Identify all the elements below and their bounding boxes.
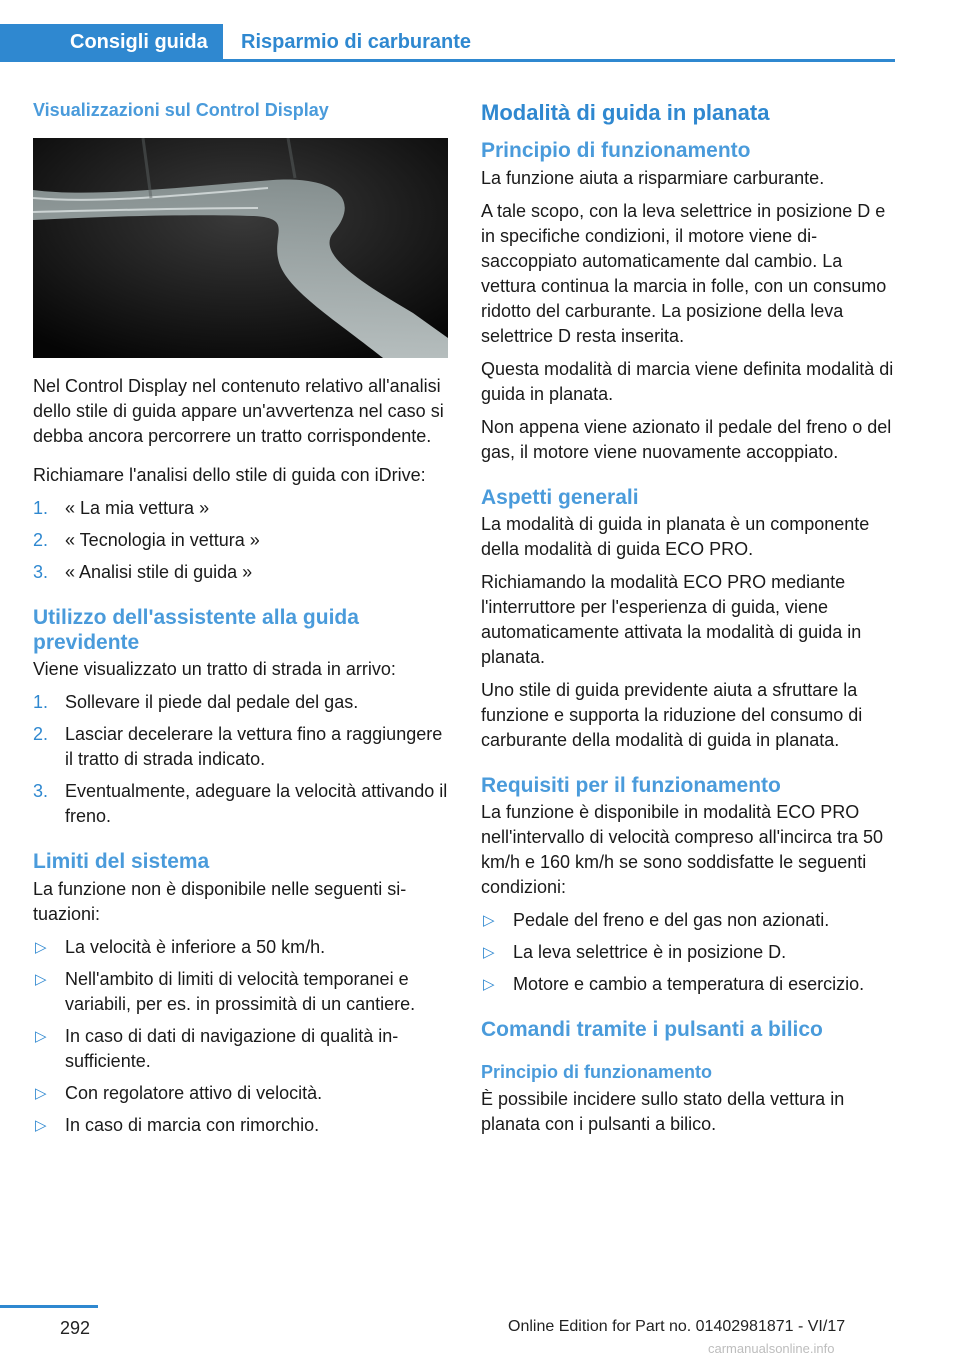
list-item: 3. « Analisi stile di guida »	[33, 562, 253, 582]
paragraph: Uno stile di guida previdente aiuta a sfruttare la funzione e supporta la riduzione del consumo di carburante della modalità di guida in planata.	[481, 679, 863, 750]
list-item: ▷ Con regolatore attivo di velocità.	[33, 1081, 448, 1106]
triangle-bullet-icon: ▷	[35, 970, 47, 988]
heading-system-limits: Limiti del sistema	[33, 850, 210, 874]
paragraph-limits: La funzione non è disponibile nelle seguenti situazioni:	[33, 878, 407, 924]
list-item: ▷ La velocità è inferiore a 50 km/h.	[33, 935, 448, 960]
list-item: 1. « La mia vettura »	[33, 498, 210, 518]
figure-heading: Visualizzazioni sul Control Display	[33, 100, 329, 120]
limits-list	[33, 935, 448, 1138]
requirements-list	[481, 908, 896, 997]
steps-list-idrive	[33, 496, 448, 585]
list-item: ▷ In caso di dati di navigazione di qualità insufficiente.	[35, 1025, 399, 1071]
list-item: 2. Lasciar decelerare la vettura fino a raggiungere il tratto di strada indicato.	[33, 724, 443, 770]
paragraph: Non appena viene azionato il pedale del freno o del gas, il motore viene nuovamente accoppiato.	[481, 416, 892, 462]
tab-risparmio-carburante: Risparmio di carburante	[241, 31, 472, 53]
list-item: ▷ La leva selettrice è in posizione D.	[481, 940, 896, 965]
triangle-bullet-icon: ▷	[35, 1084, 47, 1102]
watermark: carmanualsonline.info	[708, 1341, 835, 1356]
control-display-road-figure	[33, 138, 448, 358]
triangle-bullet-icon: ▷	[35, 1116, 47, 1134]
right-column	[481, 100, 896, 1145]
heading-general-aspects: Aspetti generali	[481, 485, 639, 509]
list-item: ▷ Nell'ambito di limiti di velocità temporanei e variabili, per es. in prossimità di un cantiere.	[35, 968, 416, 1014]
triangle-bullet-icon: ▷	[483, 911, 495, 929]
triangle-bullet-icon: ▷	[483, 943, 495, 961]
heading-requirements: Requisiti per il funzionamento	[481, 773, 781, 797]
list-item: 1. Sollevare il piede dal pedale del gas.	[33, 692, 359, 713]
list-item: ▷ In caso di marcia con rimorchio.	[33, 1113, 448, 1138]
paragraph: Questa modalità di marcia viene definita modalità di guida in planata.	[481, 358, 894, 404]
triangle-bullet-icon: ▷	[35, 938, 47, 956]
heading-coasting-mode: Modalità di guida in planata	[481, 100, 770, 125]
paragraph-control-display: Nel Control Display nel contenuto relativo all'analisi dello stile di guida appare un'avvertenza nel caso si debba ancora percorrere un tratto corrispondente.	[33, 376, 444, 446]
header-divider	[223, 59, 895, 62]
steps-list-assistant	[33, 690, 448, 829]
paragraph: La modalità di guida in planata è un componente della modalità di guida ECO PRO.	[481, 513, 870, 559]
paragraph-idrive: Richiamare l'analisi dello stile di guida con iDrive:	[33, 465, 426, 485]
list-item: ▷ Motore e cambio a temperatura di esercizio.	[481, 972, 896, 997]
heading-principle: Principio di funzionamento	[481, 139, 751, 163]
list-item: 3. Eventualmente, adeguare la velocità attivando il freno.	[33, 781, 448, 827]
left-column	[33, 100, 448, 1145]
paragraph: È possibile incidere sullo stato della vettura in planata con i pulsanti a bilico.	[481, 1089, 845, 1135]
edition-note: Online Edition for Part no. 01402981871 - VI/17	[508, 1318, 846, 1335]
heading-principle-2: Principio di funzionamento	[481, 1062, 712, 1083]
tab-consigli-guida: Consigli guida	[0, 24, 223, 62]
heading-assistant: Utilizzo dell'assistente alla guida previdente	[33, 606, 359, 655]
list-item: ▷ Pedale del freno e del gas non azionati.	[481, 908, 896, 933]
list-item: 2. « Tecnologia in vettura »	[33, 530, 260, 550]
paragraph: Richiamando la modalità ECO PRO mediante l'interruttore per l'esperienza di guida, viene automaticamente attivata la modalità di guida in planata.	[481, 571, 862, 667]
paragraph: La funzione aiuta a risparmiare carburante.	[481, 167, 825, 188]
paragraph-assistant: Viene visualizzato un tratto di strada in arrivo:	[33, 659, 396, 680]
page-header	[0, 24, 895, 62]
triangle-bullet-icon: ▷	[483, 975, 495, 993]
heading-paddle-controls: Comandi tramite i pulsanti a bilico	[481, 1017, 823, 1041]
road-illustration	[33, 138, 448, 358]
paragraph: A tale scopo, con la leva selettrice in posizione D e in specifiche condizioni, il motore viene disaccoppiato automaticamente dal cambio. La vettura continua la marcia in folle, con un consumo ridotto del carburante. La posizione della leva selettrice D resta inserita.	[481, 200, 887, 346]
triangle-bullet-icon: ▷	[35, 1027, 47, 1045]
page-number: 292	[60, 1318, 91, 1338]
footer-divider	[0, 1305, 98, 1308]
paragraph: La funzione è disponibile in modalità ECO PRO nell'intervallo di velocità compreso all'incirca tra 50 km/h e 160 km/h se sono soddisfatte le seguenti condizioni:	[481, 801, 884, 897]
